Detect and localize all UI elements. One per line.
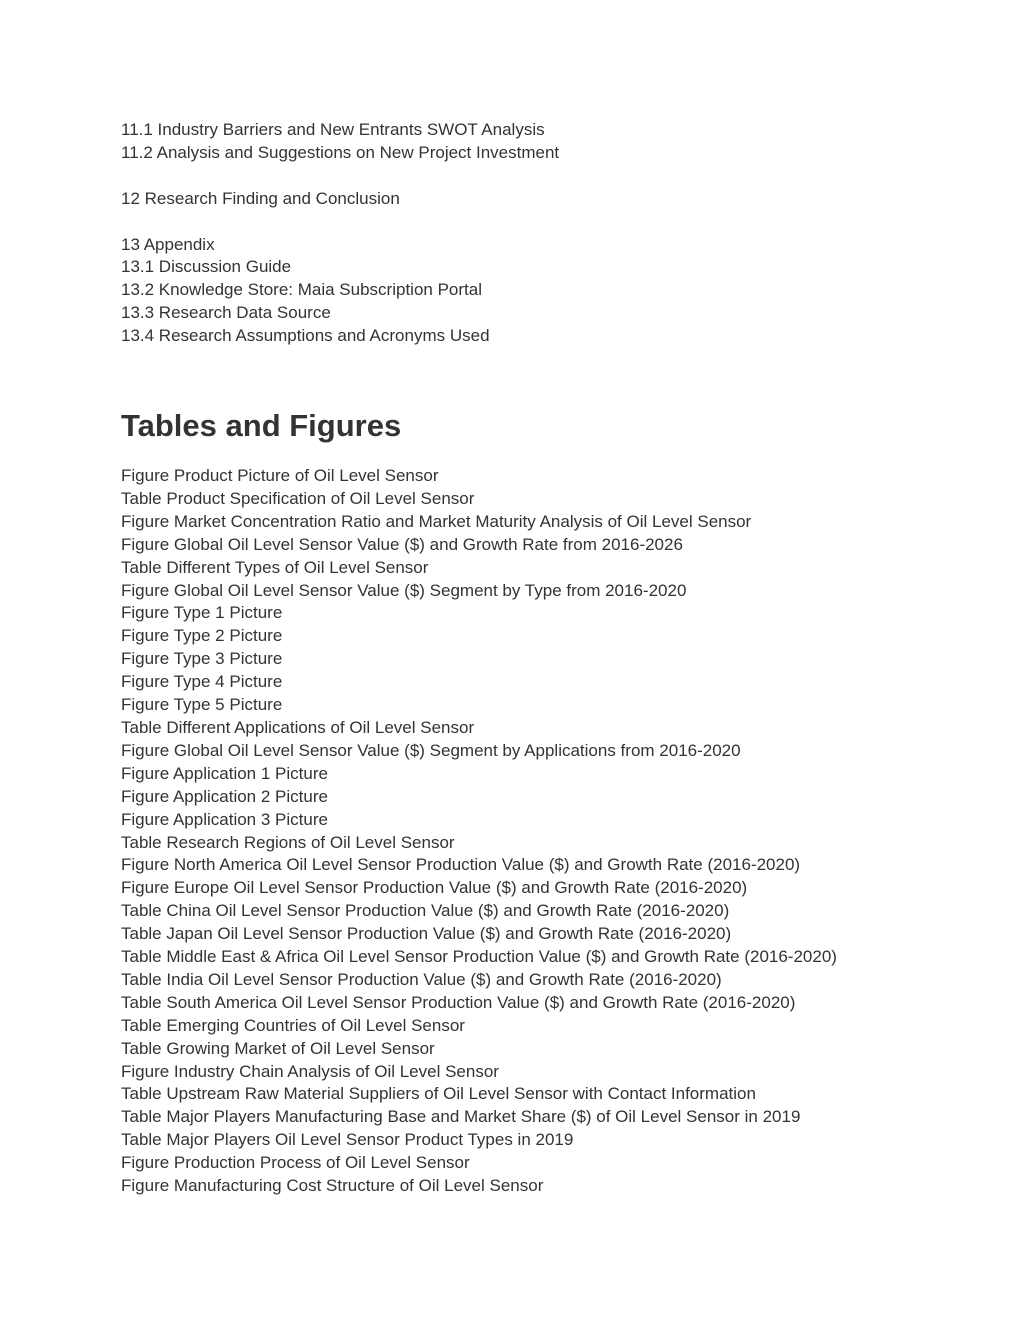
figure-list-item: Table Major Players Manufacturing Base and Market Share ($) of Oil Level Sensor in 2019 (121, 1107, 801, 1127)
figure-list-item: Figure Global Oil Level Sensor Value ($) Segment by Applications from 2016-2020 (121, 740, 741, 760)
figure-list-item: Table Emerging Countries of Oil Level Sensor (121, 1015, 465, 1035)
toc-entry: 13 Appendix (121, 234, 215, 254)
figure-list-item: Figure Global Oil Level Sensor Value ($) and Growth Rate from 2016-2026 (121, 534, 683, 554)
figure-list-item: Figure Type 2 Picture (121, 626, 283, 646)
toc-entry: 13.2 Knowledge Store: Maia Subscription Portal (121, 280, 482, 300)
toc-entry: 12 Research Finding and Conclusion (121, 188, 400, 208)
figure-list-item: Table South America Oil Level Sensor Production Value ($) and Growth Rate (2016-2020) (121, 992, 796, 1012)
spacer (121, 211, 981, 234)
figure-list-item: Table Growing Market of Oil Level Sensor (121, 1038, 435, 1058)
toc-entry: 13.1 Discussion Guide (121, 257, 292, 277)
figure-list-item: Figure Manufacturing Cost Structure of Oil Level Sensor (121, 1176, 544, 1196)
figure-list-item: Figure Global Oil Level Sensor Value ($) Segment by Type from 2016-2020 (121, 580, 687, 600)
toc-continuation (121, 119, 981, 348)
figure-list-item: Figure Production Process of Oil Level Sensor (121, 1153, 470, 1173)
tables-and-figures-heading: Tables and Figures (121, 408, 402, 443)
figure-list-item: Figure Type 3 Picture (121, 649, 283, 669)
spacer (121, 165, 981, 188)
toc-section-13 (121, 234, 981, 349)
figure-list-item: Figure Type 1 Picture (121, 603, 283, 623)
figure-list-item: Table India Oil Level Sensor Production Value ($) and Growth Rate (2016-2020) (121, 969, 722, 989)
figure-list-item: Figure Market Concentration Ratio and Market Maturity Analysis of Oil Level Sensor (121, 511, 752, 531)
figure-list-item: Figure Europe Oil Level Sensor Production Value ($) and Growth Rate (2016-2020) (121, 878, 748, 898)
figure-list-item: Table Research Regions of Oil Level Sensor (121, 832, 455, 852)
figure-list-item: Table China Oil Level Sensor Production Value ($) and Growth Rate (2016-2020) (121, 901, 730, 921)
toc-section-11 (121, 119, 981, 165)
toc-section-12 (121, 188, 981, 211)
figures-list (121, 465, 1001, 1198)
figure-list-item: Table Japan Oil Level Sensor Production Value ($) and Growth Rate (2016-2020) (121, 924, 732, 944)
figure-list-item: Figure Type 4 Picture (121, 672, 283, 692)
figure-list-item: Figure Application 3 Picture (121, 809, 328, 829)
figure-list-item: Table Product Specification of Oil Level Sensor (121, 488, 475, 508)
figure-list-item: Figure Industry Chain Analysis of Oil Level Sensor (121, 1061, 499, 1081)
figure-list-item: Table Major Players Oil Level Sensor Product Types in 2019 (121, 1130, 574, 1150)
figure-list-item: Figure Product Picture of Oil Level Sensor (121, 466, 439, 485)
figure-list-item: Table Middle East & Africa Oil Level Sensor Production Value ($) and Growth Rate (2016-2020) (121, 947, 837, 967)
figure-list-item: Table Different Types of Oil Level Sensor (121, 557, 429, 577)
figure-list-item: Figure North America Oil Level Sensor Production Value ($) and Growth Rate (2016-2020) (121, 855, 801, 875)
figure-list-item: Figure Type 5 Picture (121, 695, 283, 715)
toc-entry: 13.3 Research Data Source (121, 303, 331, 323)
toc-entry: 11.2 Analysis and Suggestions on New Project Investment (121, 142, 560, 162)
figure-list-item: Figure Application 1 Picture (121, 763, 328, 783)
tables-heading-wrap (121, 408, 401, 444)
figure-list-item: Table Different Applications of Oil Level Sensor (121, 717, 475, 737)
figure-list-item: Figure Application 2 Picture (121, 786, 328, 806)
toc-entry: 11.1 Industry Barriers and New Entrants SWOT Analysis (121, 120, 545, 139)
figure-list-item: Table Upstream Raw Material Suppliers of Oil Level Sensor with Contact Information (121, 1084, 756, 1104)
toc-entry: 13.4 Research Assumptions and Acronyms Used (121, 326, 490, 346)
